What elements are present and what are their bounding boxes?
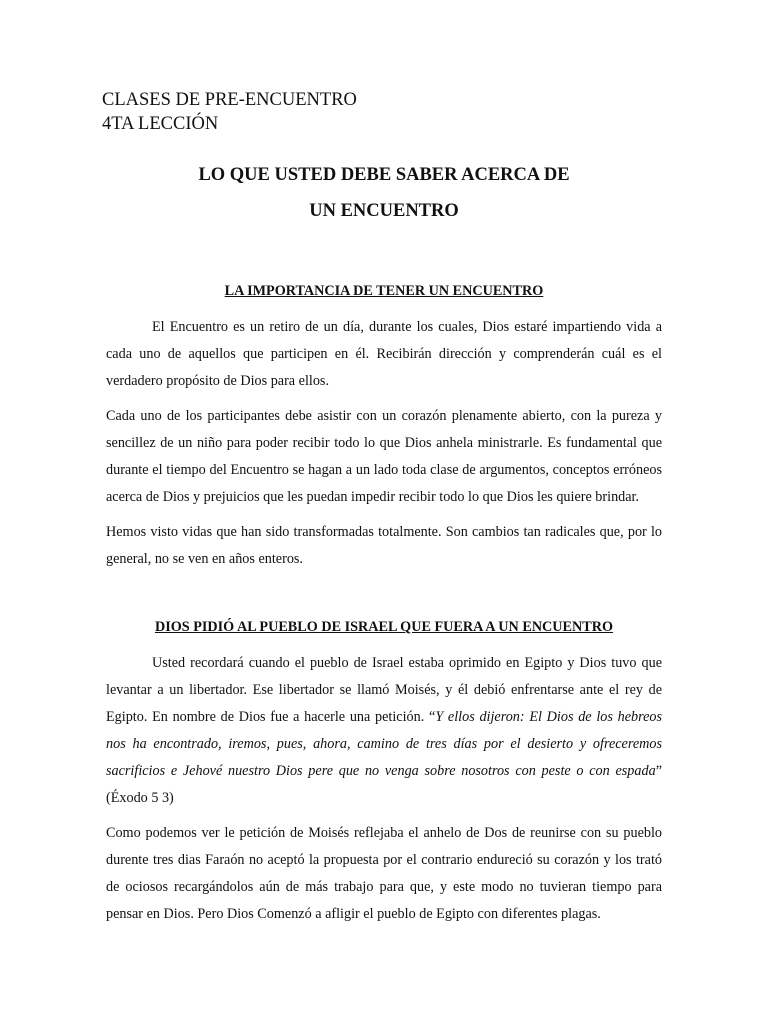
scripture-quote: Y ellos dijeron: El Dios de los hebreos nos ha encontrado, iremos, pues, ahora, camino de tres días por el desierto y ofreceremos sacrificios e Jehové nuestro Dios pere que no venga sobre nosotros con peste o con espada — [106, 709, 662, 779]
section-heading: DIOS PIDIÓ AL PUEBLO DE ISRAEL QUE FUERA A UN ENCUENTRO — [154, 619, 614, 635]
document-title-line2: UN ENCUENTRO — [309, 201, 459, 221]
paragraph: Cada uno de los participantes debe asistir con un corazón plenamente abierto, con la pureza y sencillez de un niño para poder recibir todo lo que Dios anhela ministrarle. Es fundamental que durante el tiempo del Encuentro se hagan a un lado toda clase de argumentos, conceptos erróneos acerca de Dios y prejuicios que les puedan impedir recibir todo lo que Dios les quiere brindar. — [106, 408, 662, 505]
paragraph — [106, 650, 662, 812]
lesson-number: 4TA LECCIÓN — [102, 114, 219, 134]
paragraph-text: Usted recordará cuando el pueblo de Israel estaba oprimido en Egipto y Dios tuvo que levantar a un libertador. Ese libertador se llamó Moisés, y él debió enfrentarse ante el rey de Egipto. En nombre de Dios fue a hacerle una petición. “ — [106, 655, 662, 725]
paragraph: Como podemos ver le petición de Moisés reflejaba el anhelo de Dos de reunirse con su pueblo durente tres dias Faraón no aceptó la propuesta por el contrario endureció su corazón y los trató de ociosos recargándolos aún de más trabajo para que, y este modo no tuvieran tiempo para pensar en Dios. Pero Dios Comenzó a afligir el pueblo de Egipto con diferentes plagas. — [106, 825, 662, 922]
course-title: CLASES DE PRE-ENCUENTRO — [102, 90, 357, 110]
section-israel — [106, 617, 662, 928]
document-title-line1: LO QUE USTED DEBE SABER ACERCA DE — [198, 165, 570, 185]
section-heading: LA IMPORTANCIA DE TENER UN ENCUENTRO — [224, 283, 544, 299]
paragraph: Hemos visto vidas que han sido transformadas totalmente. Son cambios tan radicales que, por lo general, no se ven en años enteros. — [106, 524, 662, 567]
paragraph: El Encuentro es un retiro de un día, durante los cuales, Dios estaré impartiendo vida a cada uno de aquellos que participen en él. Recibirán dirección y comprenderán cuál es el verdadero propósito de Dios para ellos. — [106, 319, 662, 389]
scripture-reference: ” (Éxodo 5 3) — [106, 763, 662, 806]
section-importance — [106, 281, 662, 573]
lesson-header — [102, 88, 357, 136]
